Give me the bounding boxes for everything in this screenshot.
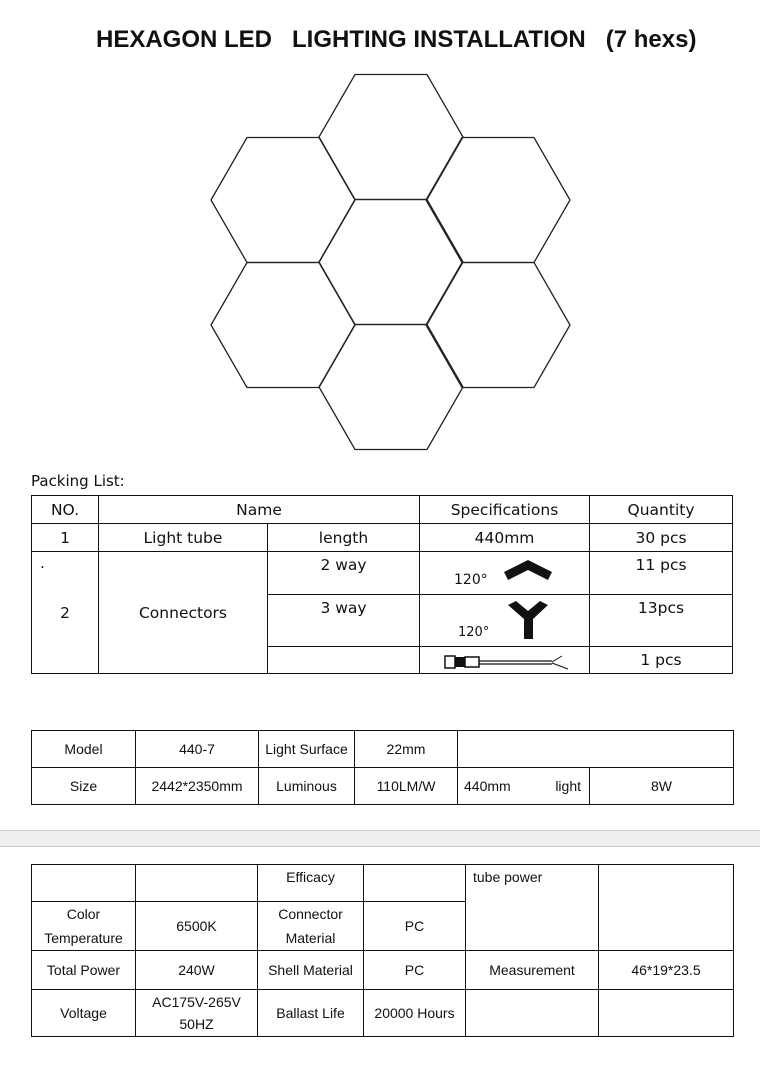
cell-connector-material-label: Connector Material xyxy=(258,902,364,951)
row-no: 1 xyxy=(32,524,99,552)
cell-shell-material-value: PC xyxy=(364,951,466,990)
cell-size-label: Size xyxy=(32,768,136,805)
row-no xyxy=(32,552,99,674)
row-qty: 30 pcs xyxy=(590,524,733,552)
row-qty-3way: 13pcs xyxy=(590,595,733,647)
power-cable-icon xyxy=(444,653,572,671)
cell-empty xyxy=(136,865,258,902)
cell-tube-power-label: tube power xyxy=(466,865,599,951)
row-sub: length xyxy=(268,524,420,552)
cell-luminous-value: 110LM/W xyxy=(355,768,458,805)
cell-light-surface-label: Light Surface xyxy=(259,731,355,768)
cell-empty xyxy=(599,990,734,1037)
table-row xyxy=(32,865,734,902)
tube-length-value: 440mm xyxy=(464,778,511,794)
page-title: HEXAGON LED LIGHTING INSTALLATION (7 hexs) xyxy=(96,26,697,53)
cell-light-surface-value: 22mm xyxy=(355,731,458,768)
hexagon-panel xyxy=(426,263,570,388)
cell-model-value: 440-7 xyxy=(136,731,259,768)
packing-list-label: Packing List: xyxy=(31,472,125,490)
cell-connector-material-value: PC xyxy=(364,902,466,951)
spec-2way xyxy=(420,552,590,595)
cell-voltage-label: Voltage xyxy=(32,990,136,1037)
row-name: Light tube xyxy=(99,524,268,552)
cell-luminous-label: Luminous xyxy=(259,768,355,805)
spec-3way xyxy=(420,595,590,647)
table-row xyxy=(32,731,734,768)
row-no-value: 2 xyxy=(60,603,70,622)
row-spec: 440mm xyxy=(420,524,590,552)
spec-cable xyxy=(420,647,590,674)
header-no: NO. xyxy=(32,496,99,524)
cell-efficacy-label: Efficacy xyxy=(258,865,364,902)
row-name: Connectors xyxy=(99,552,268,674)
cell-color-temp-value: 6500K xyxy=(136,902,258,951)
hexagon-panel xyxy=(319,200,463,325)
cell-ballast-life-value: 20000 Hours xyxy=(364,990,466,1037)
row-sub-2way: 2 way xyxy=(268,552,420,595)
cell-empty xyxy=(32,865,136,902)
table-row xyxy=(32,524,733,552)
cell-total-power-value: 240W xyxy=(136,951,258,990)
table-row xyxy=(32,552,733,595)
row-sub-cable xyxy=(268,647,420,674)
cell-total-power-label: Total Power xyxy=(32,951,136,990)
cell-measurement-label: Measurement xyxy=(466,951,599,990)
hexagon-layout-diagram xyxy=(0,0,760,470)
row-qty-2way: 11 pcs xyxy=(590,552,733,595)
light-label: light xyxy=(555,778,581,794)
cell-voltage-value: AC175V-265V 50HZ xyxy=(136,990,258,1037)
cell-ballast-life-label: Ballast Life xyxy=(258,990,364,1037)
cell-color-temp-label: Color Temperature xyxy=(32,902,136,951)
angle-label: 120° xyxy=(458,625,490,640)
table-row xyxy=(32,951,734,990)
header-spec: Specifications xyxy=(420,496,590,524)
y-connector-icon xyxy=(506,599,550,641)
cell-empty xyxy=(466,990,599,1037)
cell-tube-length xyxy=(458,768,590,805)
cell-empty xyxy=(599,865,734,951)
cell-light-power-value: 8W xyxy=(590,768,734,805)
hexagon-panel xyxy=(319,325,463,450)
table-row xyxy=(32,990,734,1037)
v-connector-icon xyxy=(502,558,554,582)
angle-label: 120° xyxy=(454,572,488,588)
hexagon-panel xyxy=(426,138,570,263)
cell-model-label: Model xyxy=(32,731,136,768)
hexagon-panel xyxy=(319,75,463,200)
table-row xyxy=(32,768,734,805)
cell-size-value: 2442*2350mm xyxy=(136,768,259,805)
cell-empty xyxy=(458,731,734,768)
spec-table-1 xyxy=(31,730,734,805)
cell-measurement-value: 46*19*23.5 xyxy=(599,951,734,990)
spec-table-2 xyxy=(31,864,734,1037)
row-sub-3way: 3 way xyxy=(268,595,420,647)
packing-list-table xyxy=(31,495,733,674)
cell-shell-material-label: Shell Material xyxy=(258,951,364,990)
dot-mark: . xyxy=(40,554,45,572)
header-qty: Quantity xyxy=(590,496,733,524)
hexagon-panel xyxy=(211,263,355,388)
page-divider-band xyxy=(0,830,760,847)
table-header-row xyxy=(32,496,733,524)
header-name: Name xyxy=(99,496,420,524)
hexagon-panel xyxy=(211,138,355,263)
cell-empty xyxy=(364,865,466,902)
row-qty-cable: 1 pcs xyxy=(590,647,733,674)
